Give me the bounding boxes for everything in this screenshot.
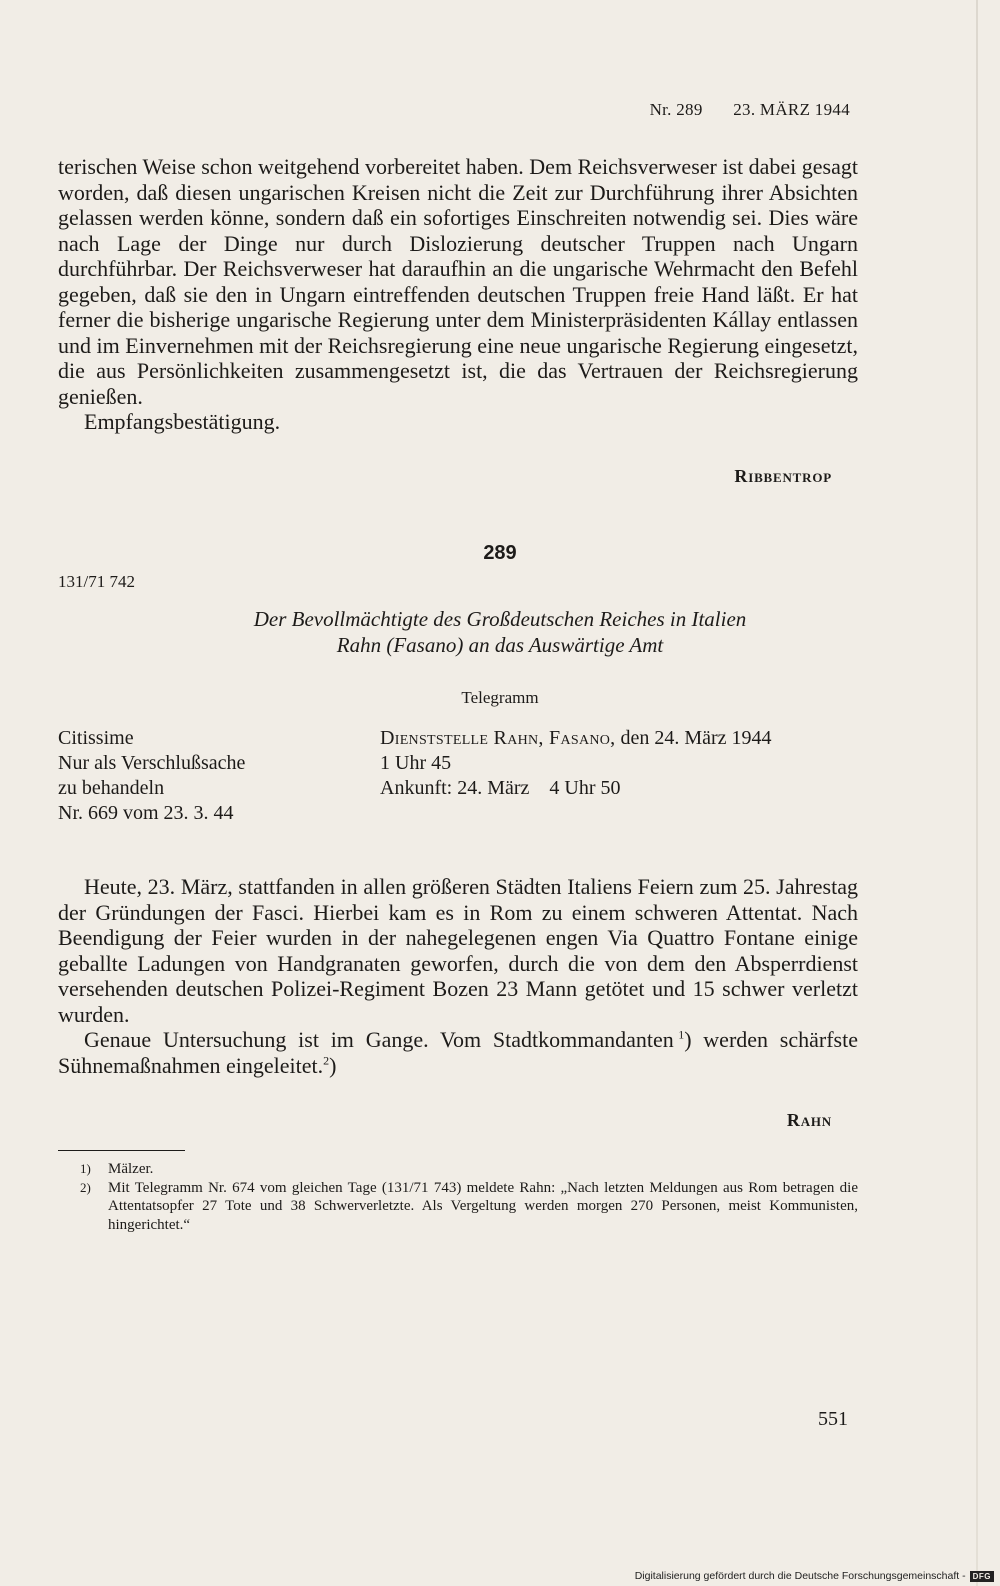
- arrival-time: 4 Uhr 50: [549, 777, 621, 799]
- signature-ribbentrop: Ribbentrop: [734, 466, 832, 486]
- footnote-text: Mit Telegramm Nr. 674 vom gleichen Tage (131/71 743) meldete Rahn: „Nach letzten Meldungen aus Rom betragen die Attentatsopfer 27 Tote und 38 Schwerverletzte. Als Vergeltung werden morgen 270 Personen, meist Kommunisten, hingerichtet.“: [108, 1179, 858, 1233]
- sent-date: den 24. März 1944: [620, 727, 772, 749]
- telegram-classification: [58, 726, 245, 826]
- paragraph: terischen Weise schon weitgehend vorbereitet haben. Dem Reichsverweser ist dabei gesagt worden, daß diesen ungarischen Kreisen nicht die Zeit zur Durchführung ihrer Absichten gelassen werden könne, sondern daß ein sofortiges Einschreiten notwendig sei. Dies wäre nach Lage der Dinge nur durch Dislozierung deutscher Truppen nach Ungarn durchführbar. Der Reichsverweser hat daraufhin an die ungarische Wehrmacht den Befehl gegeben, daß sie den in Ungarn eintreffenden deutschen Truppen freie Hand läßt. Er hat ferner die bisherige ungarische Regierung unter dem Ministerpräsidenten Kállay entlassen und im Einvernehmen mit der Reichsregierung eine neue ungarische Regierung eingesetzt, die aus Persönlichkeiten zusammengesetzt ist, die das Vertrauen der Reichsregierung genießen.: [58, 154, 858, 409]
- previous-document-text: [58, 154, 858, 435]
- footnote-text: Mälzer.: [108, 1161, 154, 1177]
- signature-rahn: Rahn: [786, 1110, 832, 1130]
- footnote-mark: 1): [80, 1161, 91, 1176]
- telegram-dispatch-info: [380, 726, 772, 801]
- document-title: [0, 606, 1000, 658]
- footnote-ref: 1: [678, 1027, 685, 1042]
- footnotes: [58, 1160, 858, 1234]
- footnote-divider: [58, 1150, 185, 1151]
- page-number: 551: [818, 1408, 848, 1430]
- telegram-body: [58, 874, 858, 1078]
- title-line: Rahn (Fasano) an das Auswärtige Amt: [336, 633, 664, 657]
- paragraph-text: Genaue Untersuchung ist im Gange. Vom Stadtkommandanten: [84, 1027, 674, 1052]
- footnote-mark: 2): [80, 1179, 91, 1195]
- footnote: [58, 1179, 858, 1235]
- sender: Dienststelle Rahn, Fasano,: [380, 727, 616, 749]
- meta-line: zu behandeln: [58, 777, 165, 799]
- paragraph: [58, 1027, 858, 1078]
- arrival-line: [380, 776, 772, 801]
- document-number: 289: [483, 542, 517, 564]
- arrival-label: Ankunft: 24. März: [380, 777, 530, 799]
- paragraph-text: ) werden schärfste Sühnemaßnahmen eingeleitet.: [58, 1027, 858, 1078]
- header-doc-number: Nr. 289: [649, 100, 703, 119]
- sender-line: [380, 726, 772, 751]
- digitization-credit: [635, 1570, 994, 1582]
- file-reference: 131/71 742: [58, 572, 135, 591]
- title-line: Der Bevollmächtigte des Großdeutschen Reiches in Italien: [253, 607, 747, 631]
- paragraph: Heute, 23. März, stattfanden in allen größeren Städten Italiens Feiern zum 25. Jahrestag der Gründungen der Fasci. Hierbei kam es in Rom zu einem schweren Attentat. Nach Beendigung der Feier wurden in der nahegelegenen engen Via Quattro Fontane einige geballte Ladungen von Handgranaten geworfen, durch die von dem den Absperrdienst versehenden deutschen Polizei-Regiment Bozen 23 Mann getötet und 15 schwer verletzt wurden.: [58, 874, 858, 1027]
- running-header: [624, 100, 850, 120]
- paragraph: Empfangsbestätigung.: [84, 409, 281, 434]
- sent-time: 1 Uhr 45: [380, 752, 452, 774]
- paragraph-text: ): [329, 1052, 337, 1078]
- document-type: Telegramm: [461, 688, 539, 707]
- meta-line: Nur als Verschlußsache: [58, 752, 246, 774]
- dfg-logo-icon: DFG: [970, 1571, 994, 1582]
- meta-line: Nr. 669 vom 23. 3. 44: [58, 802, 234, 824]
- header-date: 23. MÄRZ 1944: [733, 100, 850, 119]
- scan-edge: [976, 0, 978, 1586]
- credit-text: Digitalisierung gefördert durch die Deutsche Forschungsgemeinschaft -: [634, 1570, 966, 1582]
- meta-line: Citissime: [58, 727, 134, 749]
- footnote-ref: 2: [323, 1053, 330, 1068]
- footnote: [58, 1160, 858, 1179]
